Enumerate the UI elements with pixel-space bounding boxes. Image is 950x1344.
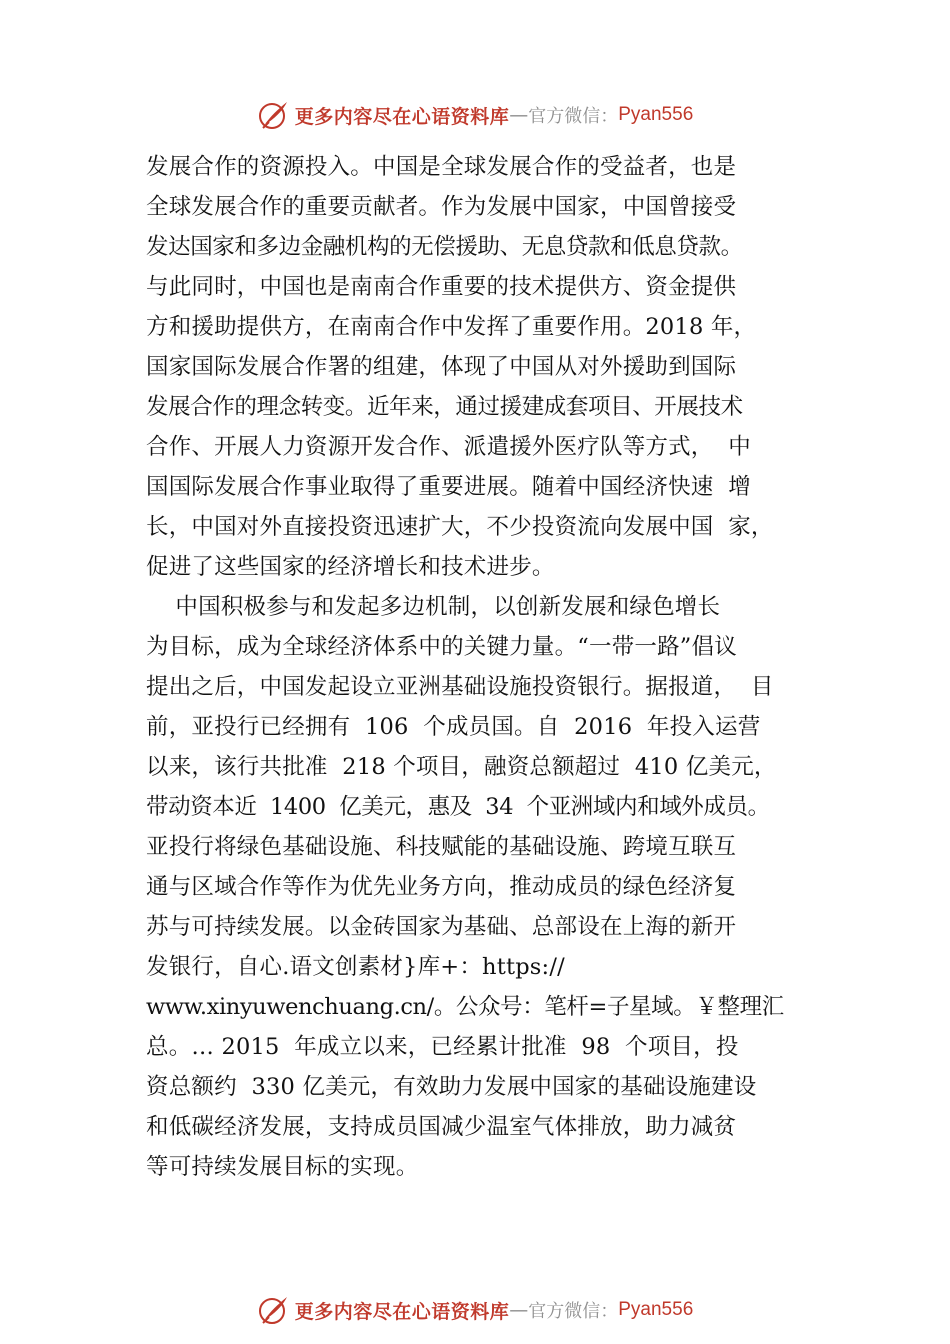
wechat-id: Pyan556 <box>618 1299 694 1320</box>
text-line: 中国积极参与和发起多边机制，以创新发展和绿色增长 <box>146 594 721 620</box>
wechat-label: 官方微信： <box>528 1301 619 1322</box>
text-line: 提出之后，中国发起设立亚洲基础设施投资银行。据报道， 目 <box>146 674 774 700</box>
text-line: 发展合作的资源投入。中国是全球发展合作的受益者，也是 <box>146 154 737 180</box>
separator-dash: — <box>509 1299 529 1321</box>
text-line: 长，中国对外直接投资迅速扩大，不少投资流向发展中国 家， <box>146 514 774 540</box>
separator-dash: — <box>509 104 529 126</box>
text-line: 带动资本近 1400 亿美元，惠及 34 个亚洲域内和域外成员。 <box>146 794 770 820</box>
wechat-label: 官方微信： <box>528 106 619 127</box>
text-line: 前，亚投行已经拥有 106 个成员国。自 2016 年投入运营 <box>146 714 761 740</box>
brand-text: 更多内容尽在心语资料库 <box>294 1300 510 1323</box>
text-line: 促进了这些国家的经济增长和技术进步。 <box>146 554 555 580</box>
text-line: 通与区域合作等作为优先业务方向，推动成员的绿色经济复 <box>146 874 737 900</box>
text-line: 发达国家和多边金融机构的无偿援助、无息贷款和低息贷款。 <box>146 234 743 260</box>
text-line: 全球发展合作的重要贡献者。作为发展中国家，中国曾接受 <box>146 194 737 220</box>
paragraph-1 <box>146 147 836 587</box>
text-line: 方和援助提供方，在南南合作中发挥了重要作用。2018 年， <box>146 314 757 340</box>
brand-text: 更多内容尽在心语资料库 <box>294 105 510 128</box>
text-line: 发银行，自心.语文创素材}库+：https:// <box>146 954 565 980</box>
text-line: 和低碳经济发展，支持成员国减少温室气体排放，助力减贫 <box>146 1114 737 1140</box>
text-line: 与此同时，中国也是南南合作重要的技术提供方、资金提供 <box>146 274 737 300</box>
text-line: 资总额约 330 亿美元，有效助力发展中国家的基础设施建设 <box>146 1074 757 1100</box>
header-banner <box>0 95 950 135</box>
text-line: www.xinyuwenchuang.cn/。公众号：笔杆=子星域。￥整理汇 <box>146 994 784 1020</box>
text-line: 苏与可持续发展。以金砖国家为基础、总部设在上海的新开 <box>146 914 737 940</box>
text-line: 总。… 2015 年成立以来，已经累计批准 98 个项目，投 <box>146 1034 739 1060</box>
text-line: 合作、开展人力资源开发合作、派遣援外医疗队等方式， 中 <box>146 434 751 460</box>
text-line: 国家国际发展合作署的组建，体现了中国从对外援助到国际 <box>146 354 737 380</box>
text-line: 亚投行将绿色基础设施、科技赋能的基础设施、跨境互联互 <box>146 834 737 860</box>
text-line: 以来，该行共批准 218 个项目，融资总额超过 410 亿美元， <box>146 754 777 780</box>
text-line: 为目标，成为全球经济体系中的关键力量。“一带一路”倡议 <box>146 634 737 660</box>
footer-banner <box>0 1290 950 1330</box>
document-body <box>146 147 836 1187</box>
text-line: 发展合作的理念转变。近年来，通过援建成套项目、开展技术 <box>146 394 743 420</box>
quill-pen-icon <box>257 1293 291 1327</box>
text-line: 国国际发展合作事业取得了重要进展。随着中国经济快速 增 <box>146 474 751 500</box>
quill-pen-icon <box>257 98 291 132</box>
paragraph-2 <box>146 587 836 1187</box>
text-line: 等可持续发展目标的实现。 <box>146 1154 419 1180</box>
wechat-id: Pyan556 <box>618 104 694 125</box>
